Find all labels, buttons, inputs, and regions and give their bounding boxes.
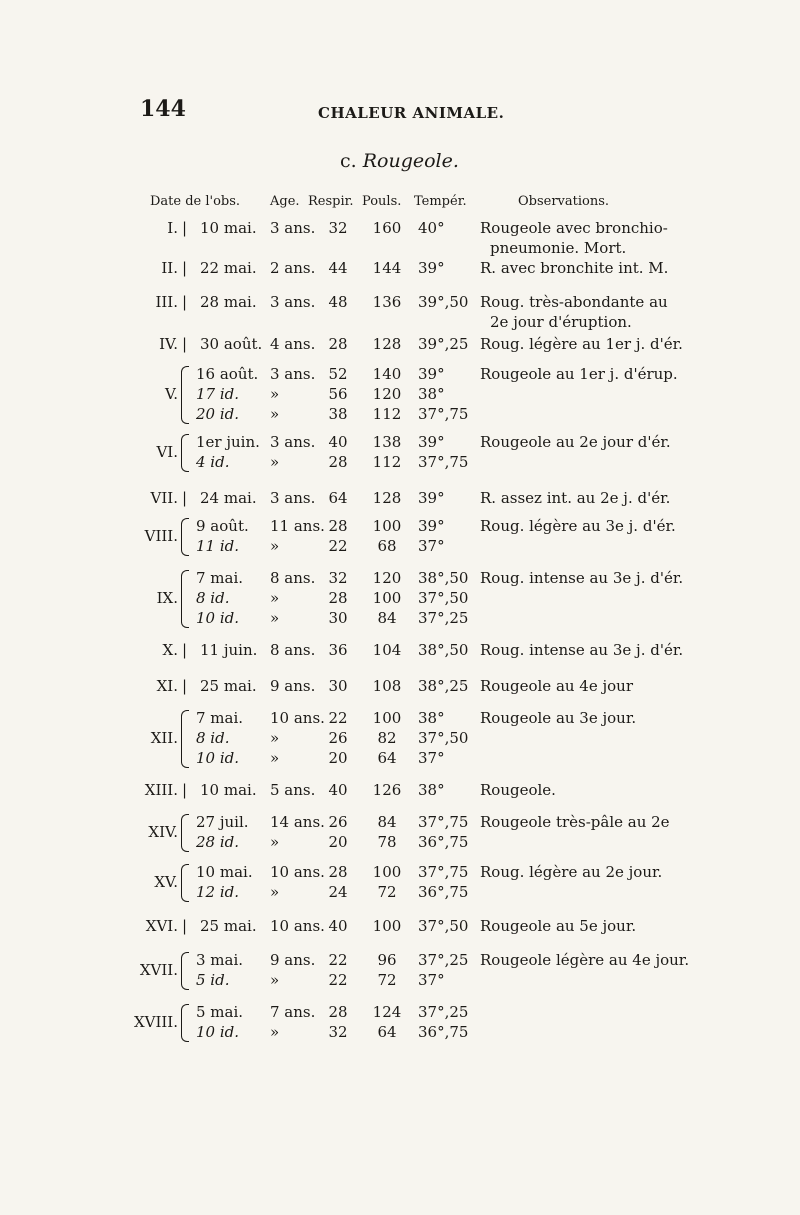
- table-line: [0, 728, 800, 750]
- row-temp: 37°,50: [418, 917, 469, 935]
- row-age: 11 ans.: [270, 517, 325, 535]
- row-date: 16 août.: [196, 365, 259, 383]
- row-roman-numeral: II.: [161, 259, 178, 277]
- row-respir: 64: [328, 489, 348, 507]
- section-name: Rougeole.: [362, 150, 459, 172]
- row-age: »: [270, 729, 280, 747]
- row-date: 28 mai.: [200, 293, 257, 311]
- row-pouls: 84: [377, 813, 397, 831]
- row-date: 1er juin.: [196, 433, 260, 451]
- row-pouls: 84: [377, 609, 397, 627]
- row-pouls: 100: [372, 917, 402, 935]
- row-separator: |: [182, 489, 188, 507]
- row-pouls: 96: [377, 951, 397, 969]
- row-age: 5 ans.: [270, 781, 316, 799]
- row-respir: 40: [328, 781, 348, 799]
- row-roman-numeral: XII.: [150, 729, 178, 747]
- header-observations: Observations.: [518, 194, 610, 209]
- row-roman-numeral: XVIII.: [133, 1013, 178, 1031]
- table-line: [0, 812, 800, 834]
- row-respir: 22: [328, 971, 348, 989]
- row-pouls: 112: [372, 405, 402, 423]
- row-respir: 24: [328, 883, 348, 901]
- row-age: 9 ans.: [270, 677, 316, 695]
- row-age: »: [270, 453, 280, 471]
- row-observation: Roug. intense au 3e j. d'ér.: [480, 641, 684, 659]
- row-respir: 32: [328, 1023, 348, 1041]
- row-temp: 36°,75: [418, 1023, 469, 1041]
- row-date: 10 mai.: [196, 863, 253, 881]
- row-roman-numeral: IV.: [159, 335, 178, 353]
- row-pouls: 100: [372, 709, 402, 727]
- row-respir: 28: [328, 335, 348, 353]
- row-age: »: [270, 405, 280, 423]
- row-temp: 39°: [418, 517, 445, 535]
- row-respir: 28: [328, 453, 348, 471]
- row-temp: 36°,75: [418, 883, 469, 901]
- header-age: Age.: [270, 194, 300, 209]
- row-temp: 38°: [418, 385, 445, 403]
- row-roman-numeral: XVI.: [145, 917, 178, 935]
- row-temp: 37°: [418, 749, 445, 767]
- table-line: [0, 970, 800, 992]
- row-age: »: [270, 833, 280, 851]
- row-pouls: 124: [372, 1003, 402, 1021]
- row-date: 8 id.: [196, 729, 230, 747]
- table-line: [0, 588, 800, 610]
- row-pouls: 128: [372, 335, 402, 353]
- row-pouls: 104: [372, 641, 402, 659]
- header-temper: Tempér.: [414, 194, 467, 209]
- row-age: »: [270, 883, 280, 901]
- row-respir: 56: [328, 385, 348, 403]
- row-respir: 20: [328, 749, 348, 767]
- row-respir: 28: [328, 517, 348, 535]
- row-observation: Roug. légère au 3e j. d'ér.: [480, 517, 676, 535]
- row-separator: |: [182, 335, 188, 353]
- row-age: »: [270, 537, 280, 555]
- row-age: 3 ans.: [270, 219, 316, 237]
- row-observation: Roug. légère au 2e jour.: [480, 863, 663, 881]
- row-date: 25 mai.: [200, 917, 257, 935]
- row-date: 7 mai.: [196, 709, 244, 727]
- table-line: [0, 364, 800, 386]
- header-respir: Respir.: [308, 194, 354, 209]
- row-date: 10 id.: [196, 609, 240, 627]
- row-observation: Roug. intense au 3e j. d'ér.: [480, 569, 684, 587]
- row-observation: Roug. légère au 1er j. d'ér.: [480, 335, 683, 353]
- row-temp: 37°,50: [418, 729, 469, 747]
- row-roman-numeral: VIII.: [144, 527, 178, 545]
- row-pouls: 128: [372, 489, 402, 507]
- row-pouls: 120: [372, 569, 402, 587]
- row-separator: |: [182, 219, 188, 237]
- row-separator: |: [182, 781, 188, 799]
- row-date: 10 id.: [196, 1023, 240, 1041]
- row-pouls: 100: [372, 863, 402, 881]
- row-observation: Rougeole au 5e jour.: [480, 917, 637, 935]
- row-roman-numeral: I.: [167, 219, 178, 237]
- row-age: 2 ans.: [270, 259, 316, 277]
- row-temp: 37°: [418, 971, 445, 989]
- table-line: [0, 292, 800, 314]
- row-respir: 40: [328, 917, 348, 935]
- row-pouls: 72: [377, 883, 397, 901]
- row-date: 5 id.: [196, 971, 230, 989]
- row-date: 5 mai.: [196, 1003, 244, 1021]
- row-roman-numeral: XV.: [154, 873, 178, 891]
- row-temp: 38°,50: [418, 641, 469, 659]
- row-date: 20 id.: [196, 405, 240, 423]
- table-line: [0, 640, 800, 662]
- table-line: [0, 882, 800, 904]
- row-age: 8 ans.: [270, 569, 316, 587]
- row-age: »: [270, 385, 280, 403]
- section-letter: c.: [340, 150, 357, 172]
- row-roman-numeral: XVII.: [139, 961, 178, 979]
- row-age: 9 ans.: [270, 951, 316, 969]
- table-line: [0, 432, 800, 454]
- row-temp: 38°,25: [418, 677, 469, 695]
- row-respir: 22: [328, 709, 348, 727]
- row-temp: 37°: [418, 537, 445, 555]
- table-line: [0, 404, 800, 426]
- row-respir: 32: [328, 569, 348, 587]
- table-line: [0, 536, 800, 558]
- row-respir: 36: [328, 641, 348, 659]
- row-observation: Rougeole très-pâle au 2e: [480, 813, 670, 831]
- row-pouls: 78: [377, 833, 397, 851]
- row-date: 22 mai.: [200, 259, 257, 277]
- row-respir: 22: [328, 537, 348, 555]
- row-separator: |: [182, 677, 188, 695]
- row-date: 11 id.: [196, 537, 240, 555]
- section-title: [340, 150, 459, 172]
- row-respir: 28: [328, 589, 348, 607]
- row-pouls: 138: [372, 433, 402, 451]
- row-pouls: 112: [372, 453, 402, 471]
- row-observation: Rougeole au 1er j. d'érup.: [480, 365, 678, 383]
- row-respir: 44: [328, 259, 348, 277]
- row-temp: 37°,25: [418, 1003, 469, 1021]
- row-temp: 37°,75: [418, 863, 469, 881]
- row-respir: 26: [328, 729, 348, 747]
- row-roman-numeral: III.: [155, 293, 178, 311]
- row-age: 8 ans.: [270, 641, 316, 659]
- row-age: 3 ans.: [270, 365, 316, 383]
- table-line: [0, 452, 800, 474]
- row-temp: 37°,75: [418, 813, 469, 831]
- row-respir: 52: [328, 365, 348, 383]
- row-pouls: 64: [377, 749, 397, 767]
- page-number: 144: [140, 96, 186, 122]
- table-line: [0, 780, 800, 802]
- row-pouls: 136: [372, 293, 402, 311]
- row-date: 9 août.: [196, 517, 249, 535]
- row-date: 7 mai.: [196, 569, 244, 587]
- row-age: 10 ans.: [270, 863, 325, 881]
- row-age: »: [270, 589, 280, 607]
- row-respir: 20: [328, 833, 348, 851]
- row-roman-numeral: VI.: [156, 443, 178, 461]
- row-observation: pneumonie. Mort.: [490, 239, 627, 257]
- row-respir: 28: [328, 1003, 348, 1021]
- running-head: CHALEUR ANIMALE.: [318, 104, 505, 122]
- row-observation: Rougeole au 4e jour: [480, 677, 634, 695]
- row-observation: R. assez int. au 2e j. d'ér.: [480, 489, 671, 507]
- table-line: [0, 608, 800, 630]
- row-date: 10 mai.: [200, 219, 257, 237]
- row-age: 10 ans.: [270, 917, 325, 935]
- row-date: 12 id.: [196, 883, 240, 901]
- row-pouls: 72: [377, 971, 397, 989]
- row-respir: 30: [328, 609, 348, 627]
- row-temp: 39°: [418, 489, 445, 507]
- table-line: [0, 916, 800, 938]
- row-age: 7 ans.: [270, 1003, 316, 1021]
- table-line: [0, 568, 800, 590]
- table-line: [0, 748, 800, 770]
- row-separator: |: [182, 641, 188, 659]
- row-age: 14 ans.: [270, 813, 325, 831]
- row-temp: 37°,25: [418, 951, 469, 969]
- row-date: 4 id.: [196, 453, 230, 471]
- table-line: [0, 708, 800, 730]
- row-age: 3 ans.: [270, 433, 316, 451]
- row-roman-numeral: XIV.: [148, 823, 178, 841]
- row-separator: |: [182, 917, 188, 935]
- row-observation: Rougeole au 2e jour d'ér.: [480, 433, 671, 451]
- row-age: 4 ans.: [270, 335, 316, 353]
- row-respir: 26: [328, 813, 348, 831]
- row-date: 25 mai.: [200, 677, 257, 695]
- row-temp: 39°: [418, 259, 445, 277]
- row-respir: 38: [328, 405, 348, 423]
- row-temp: 38°: [418, 781, 445, 799]
- row-separator: |: [182, 259, 188, 277]
- row-observation: Rougeole avec bronchio-: [480, 219, 668, 237]
- table-line: [0, 832, 800, 854]
- row-pouls: 82: [377, 729, 397, 747]
- row-respir: 40: [328, 433, 348, 451]
- row-temp: 39°: [418, 433, 445, 451]
- row-respir: 48: [328, 293, 348, 311]
- row-separator: |: [182, 293, 188, 311]
- row-pouls: 68: [377, 537, 397, 555]
- row-observation: Rougeole.: [480, 781, 556, 799]
- row-pouls: 64: [377, 1023, 397, 1041]
- row-observation: R. avec bronchite int. M.: [480, 259, 669, 277]
- row-age: 3 ans.: [270, 489, 316, 507]
- row-date: 11 juin.: [200, 641, 258, 659]
- row-temp: 37°,75: [418, 453, 469, 471]
- row-pouls: 160: [372, 219, 402, 237]
- row-temp: 36°,75: [418, 833, 469, 851]
- row-date: 10 id.: [196, 749, 240, 767]
- row-observation: Roug. très-abondante au: [480, 293, 668, 311]
- row-temp: 37°,75: [418, 405, 469, 423]
- row-age: »: [270, 749, 280, 767]
- row-temp: 39°: [418, 365, 445, 383]
- row-pouls: 126: [372, 781, 402, 799]
- table-line: [0, 676, 800, 698]
- row-pouls: 100: [372, 589, 402, 607]
- table-line: [0, 384, 800, 406]
- row-age: »: [270, 609, 280, 627]
- table-line: [0, 862, 800, 884]
- row-roman-numeral: V.: [165, 385, 178, 403]
- row-temp: 38°: [418, 709, 445, 727]
- row-temp: 38°,50: [418, 569, 469, 587]
- table-line: [0, 950, 800, 972]
- row-roman-numeral: IX.: [156, 589, 178, 607]
- row-respir: 28: [328, 863, 348, 881]
- row-respir: 30: [328, 677, 348, 695]
- row-pouls: 140: [372, 365, 402, 383]
- row-date: 3 mai.: [196, 951, 244, 969]
- row-temp: 39°,25: [418, 335, 469, 353]
- row-observation: 2e jour d'éruption.: [490, 313, 632, 331]
- row-date: 10 mai.: [200, 781, 257, 799]
- table-line: [0, 312, 800, 334]
- row-roman-numeral: VII.: [150, 489, 178, 507]
- row-roman-numeral: XIII.: [144, 781, 178, 799]
- table-line: [0, 488, 800, 510]
- table-line: [0, 516, 800, 538]
- row-temp: 40°: [418, 219, 445, 237]
- row-observation: Rougeole au 3e jour.: [480, 709, 637, 727]
- table-line: [0, 334, 800, 356]
- row-observation: Rougeole légère au 4e jour.: [480, 951, 690, 969]
- row-age: 3 ans.: [270, 293, 316, 311]
- header-pouls: Pouls.: [362, 194, 402, 209]
- row-pouls: 100: [372, 517, 402, 535]
- row-date: 28 id.: [196, 833, 240, 851]
- row-age: 10 ans.: [270, 709, 325, 727]
- row-roman-numeral: XI.: [156, 677, 178, 695]
- table-line: [0, 258, 800, 280]
- table-line: [0, 218, 800, 240]
- row-pouls: 108: [372, 677, 402, 695]
- row-date: 17 id.: [196, 385, 240, 403]
- table-line: [0, 238, 800, 260]
- header-date: Date de l'obs.: [150, 194, 241, 209]
- row-respir: 22: [328, 951, 348, 969]
- row-temp: 37°,50: [418, 589, 469, 607]
- row-date: 27 juil.: [196, 813, 249, 831]
- row-pouls: 120: [372, 385, 402, 403]
- row-age: »: [270, 1023, 280, 1041]
- row-age: »: [270, 971, 280, 989]
- row-date: 24 mai.: [200, 489, 257, 507]
- row-respir: 32: [328, 219, 348, 237]
- row-temp: 39°,50: [418, 293, 469, 311]
- row-date: 30 août.: [200, 335, 263, 353]
- row-temp: 37°,25: [418, 609, 469, 627]
- table-line: [0, 1002, 800, 1024]
- row-pouls: 144: [372, 259, 402, 277]
- table-line: [0, 1022, 800, 1044]
- row-date: 8 id.: [196, 589, 230, 607]
- row-roman-numeral: X.: [162, 641, 178, 659]
